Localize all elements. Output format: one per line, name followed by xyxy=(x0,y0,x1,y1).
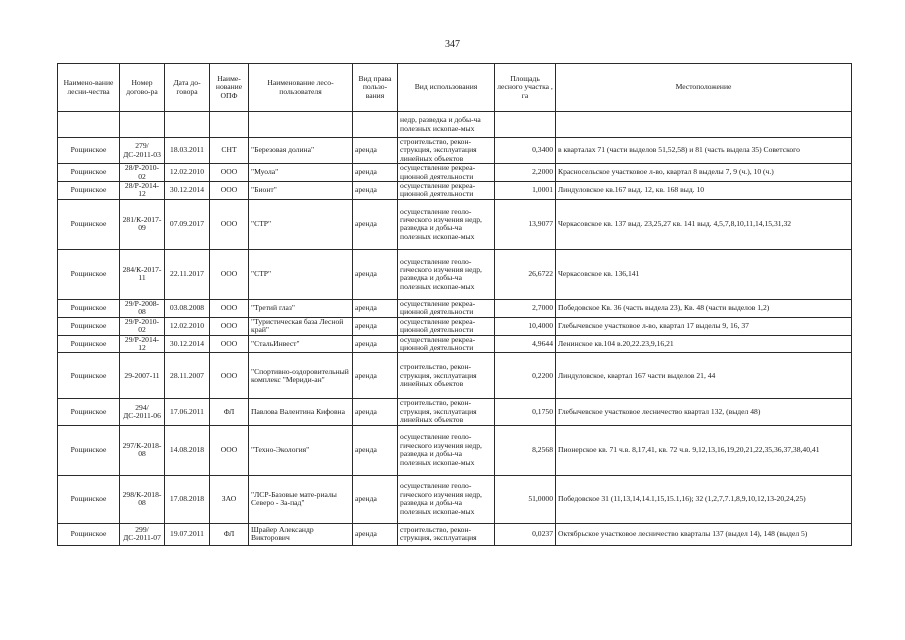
cell-opf: ООО xyxy=(210,317,249,335)
cell-area: 4,9644 xyxy=(495,335,556,353)
cell-opf: ФЛ xyxy=(210,399,249,425)
cell-user: "СтальИнвест" xyxy=(249,335,353,353)
cell-use: строительство, рекон-струкция, эксплуатация линейных объектов xyxy=(398,353,495,399)
cell-area: 51,0000 xyxy=(495,475,556,523)
cell-use: недр, разведка и добы-ча полезных ископае-мых xyxy=(398,112,495,138)
cell-use: осуществление рекреа-ционной деятельности xyxy=(398,182,495,200)
header-opf: Наиме-нование ОПФ xyxy=(210,64,249,112)
cell-area: 8,2568 xyxy=(495,425,556,475)
cell-date: 19.07.2011 xyxy=(165,523,210,545)
cell-opf: ООО xyxy=(210,353,249,399)
cell-opf: ООО xyxy=(210,164,249,182)
cell-user: "Туристическая база Лесной край" xyxy=(249,317,353,335)
cell-date: 30.12.2014 xyxy=(165,182,210,200)
cell-right: аренда xyxy=(353,249,398,299)
cell-opf: ООО xyxy=(210,182,249,200)
cell-location: Черкасовское кв. 136,141 xyxy=(556,249,852,299)
cell-area: 2,2000 xyxy=(495,164,556,182)
cell-forestry: Рощинское xyxy=(58,317,120,335)
cell-user: "Третий глаз" xyxy=(249,299,353,317)
cell-user: "Спортивно-оздоровительный комплекс "Мериди-ан" xyxy=(249,353,353,399)
cell-use: осуществление геоло-гического изучения недр, разведка и добы-ча полезных ископае-мых xyxy=(398,425,495,475)
cell-opf xyxy=(210,112,249,138)
cell-contract: 279/ДС-2011-03 xyxy=(120,138,165,164)
cell-contract: 29/Р-2008-08 xyxy=(120,299,165,317)
cell-contract: 29-2007-11 xyxy=(120,353,165,399)
header-location: Местоположение xyxy=(556,64,852,112)
cell-right: аренда xyxy=(353,399,398,425)
cell-contract: 29/Р-2014-12 xyxy=(120,335,165,353)
cell-forestry xyxy=(58,112,120,138)
cell-location: Красносельское участковое л-во, квартал 8 выделы 7, 9 (ч.), 10 (ч.) xyxy=(556,164,852,182)
cell-user xyxy=(249,112,353,138)
cell-contract: 299/ДС-2011-07 xyxy=(120,523,165,545)
cell-area: 2,7000 xyxy=(495,299,556,317)
cell-forestry: Рощинское xyxy=(58,335,120,353)
forest-lease-table xyxy=(57,63,852,546)
header-use: Вид использования xyxy=(398,64,495,112)
cell-user: "Муола" xyxy=(249,164,353,182)
table-row xyxy=(58,112,852,138)
cell-right: аренда xyxy=(353,353,398,399)
header-forestry: Наимено-вание лесни-чества xyxy=(58,64,120,112)
header-contract: Номер догово-ра xyxy=(120,64,165,112)
cell-right: аренда xyxy=(353,138,398,164)
table-row xyxy=(58,138,852,164)
cell-location: Глебычевское участковое лесничество квартал 132, (выдел 48) xyxy=(556,399,852,425)
cell-forestry: Рощинское xyxy=(58,182,120,200)
cell-right: аренда xyxy=(353,523,398,545)
cell-user: "Техно-Экология" xyxy=(249,425,353,475)
cell-use: строительство, рекон-струкция, эксплуатация линейных объектов xyxy=(398,138,495,164)
cell-area: 0,3400 xyxy=(495,138,556,164)
cell-right: аренда xyxy=(353,164,398,182)
cell-forestry: Рощинское xyxy=(58,164,120,182)
cell-opf: ЗАО xyxy=(210,475,249,523)
cell-right: аренда xyxy=(353,299,398,317)
header-date: Дата до-говора xyxy=(165,64,210,112)
cell-contract: 28/Р-2014-12 xyxy=(120,182,165,200)
cell-contract: 28/Р-2010-02 xyxy=(120,164,165,182)
cell-right: аренда xyxy=(353,317,398,335)
cell-location: Победовское Кв. 36 (часть выдела 23), Кв. 48 (части выделов 1,2) xyxy=(556,299,852,317)
cell-user: "СТР" xyxy=(249,249,353,299)
cell-use: осуществление рекреа-ционной деятельности xyxy=(398,164,495,182)
cell-contract: 29/Р-2010-02 xyxy=(120,317,165,335)
table-row xyxy=(58,249,852,299)
table-row xyxy=(58,199,852,249)
table-row xyxy=(58,353,852,399)
cell-user: "СТР" xyxy=(249,199,353,249)
cell-user: "ЛСР-Базовые мате-риалы Северо - За-пад" xyxy=(249,475,353,523)
cell-date: 12.02.2010 xyxy=(165,317,210,335)
cell-forestry: Рощинское xyxy=(58,425,120,475)
cell-forestry: Рощинское xyxy=(58,138,120,164)
cell-right: аренда xyxy=(353,199,398,249)
table-row xyxy=(58,399,852,425)
table-row xyxy=(58,299,852,317)
cell-use: осуществление геоло-гического изучения недр, разведка и добы-ча полезных ископае-мых xyxy=(398,199,495,249)
cell-forestry: Рощинское xyxy=(58,249,120,299)
cell-forestry: Рощинское xyxy=(58,353,120,399)
header-area: Площадь лесного участка , га xyxy=(495,64,556,112)
cell-area xyxy=(495,112,556,138)
cell-date: 12.02.2010 xyxy=(165,164,210,182)
cell-opf: ООО xyxy=(210,299,249,317)
cell-opf: ООО xyxy=(210,335,249,353)
cell-date: 28.11.2007 xyxy=(165,353,210,399)
cell-contract: 284/К-2017-11 xyxy=(120,249,165,299)
cell-right: аренда xyxy=(353,182,398,200)
cell-area: 0,1750 xyxy=(495,399,556,425)
cell-area: 0,0237 xyxy=(495,523,556,545)
page-number: 347 xyxy=(445,39,460,50)
cell-date: 17.08.2018 xyxy=(165,475,210,523)
cell-opf: ООО xyxy=(210,425,249,475)
cell-forestry: Рощинское xyxy=(58,299,120,317)
cell-contract: 281/К-2017-09 xyxy=(120,199,165,249)
cell-use: осуществление рекреа-ционной деятельности xyxy=(398,299,495,317)
cell-location: Линдуловское, квартал 167 части выделов 21, 44 xyxy=(556,353,852,399)
cell-right: аренда xyxy=(353,425,398,475)
cell-user: "Бионт" xyxy=(249,182,353,200)
cell-date: 03.08.2008 xyxy=(165,299,210,317)
cell-use: осуществление рекреа-ционной деятельности xyxy=(398,317,495,335)
cell-area: 10,4000 xyxy=(495,317,556,335)
header-user: Наименование лесо-пользователя xyxy=(249,64,353,112)
cell-date: 17.06.2011 xyxy=(165,399,210,425)
table-row xyxy=(58,335,852,353)
cell-contract: 298/К-2018-08 xyxy=(120,475,165,523)
cell-location: Линдуловское кв.167 выд. 12, кв. 168 выд. 10 xyxy=(556,182,852,200)
cell-forestry: Рощинское xyxy=(58,399,120,425)
cell-use: строительство, рекон-струкция, эксплуатация линейных объектов xyxy=(398,399,495,425)
cell-location: Октябрьское участковое лесничество кварталы 137 (выдел 14), 148 (выдел 5) xyxy=(556,523,852,545)
cell-area: 26,6722 xyxy=(495,249,556,299)
cell-use: осуществление рекреа-ционной деятельности xyxy=(398,335,495,353)
cell-area: 1,0001 xyxy=(495,182,556,200)
cell-location: Победовское 31 (11,13,14,14.1,15,15.1,16); 32 (1,2,7,7.1,8,9,10,12,13-20,24,25) xyxy=(556,475,852,523)
table-row xyxy=(58,425,852,475)
table-row xyxy=(58,475,852,523)
header-row xyxy=(58,64,852,112)
cell-area: 0,2200 xyxy=(495,353,556,399)
cell-use: строительство, рекон-струкция, эксплуатация xyxy=(398,523,495,545)
cell-date: 07.09.2017 xyxy=(165,199,210,249)
cell-date: 18.03.2011 xyxy=(165,138,210,164)
cell-user: "Березовая долина" xyxy=(249,138,353,164)
cell-date: 14.08.2018 xyxy=(165,425,210,475)
table-body xyxy=(58,112,852,546)
cell-contract xyxy=(120,112,165,138)
cell-date: 22.11.2017 xyxy=(165,249,210,299)
cell-right xyxy=(353,112,398,138)
cell-user: Шрайер Александр Викторович xyxy=(249,523,353,545)
table-row xyxy=(58,317,852,335)
cell-location: Черкасовское кв. 137 выд. 23,25,27 кв. 141 выд. 4,5,7,8,10,11,14,15,31,32 xyxy=(556,199,852,249)
cell-date: 30.12.2014 xyxy=(165,335,210,353)
cell-location xyxy=(556,112,852,138)
cell-date xyxy=(165,112,210,138)
cell-location: Глебычевское участковое л-во, квартал 17 выделы 9, 16, 37 xyxy=(556,317,852,335)
cell-forestry: Рощинское xyxy=(58,199,120,249)
cell-location: Ленинское кв.104 в.20,22.23,9,16,21 xyxy=(556,335,852,353)
cell-right: аренда xyxy=(353,475,398,523)
cell-location: в кварталах 71 (части выделов 51,52,58) и 81 (часть выдела 35) Советского xyxy=(556,138,852,164)
cell-opf: СНТ xyxy=(210,138,249,164)
cell-right: аренда xyxy=(353,335,398,353)
cell-use: осуществление геоло-гического изучения недр, разведка и добы-ча полезных ископае-мых xyxy=(398,249,495,299)
cell-contract: 297/К-2018-08 xyxy=(120,425,165,475)
table-row xyxy=(58,523,852,545)
table-row xyxy=(58,164,852,182)
cell-area: 13,9077 xyxy=(495,199,556,249)
cell-contract: 294/ДС-2011-06 xyxy=(120,399,165,425)
header-right: Вид права пользо-вания xyxy=(353,64,398,112)
cell-location: Пионерское кв. 71 ч.в. 8,17,41, кв. 72 ч.в. 9,12,13,16,19,20,21,22,35,36,37,38,40,41 xyxy=(556,425,852,475)
table-row xyxy=(58,182,852,200)
cell-user: Павлова Валентина Кифовна xyxy=(249,399,353,425)
cell-forestry: Рощинское xyxy=(58,475,120,523)
cell-opf: ООО xyxy=(210,249,249,299)
cell-use: осуществление геоло-гического изучения недр, разведка и добы-ча полезных ископае-мых xyxy=(398,475,495,523)
cell-opf: ФЛ xyxy=(210,523,249,545)
cell-forestry: Рощинское xyxy=(58,523,120,545)
cell-opf: ООО xyxy=(210,199,249,249)
